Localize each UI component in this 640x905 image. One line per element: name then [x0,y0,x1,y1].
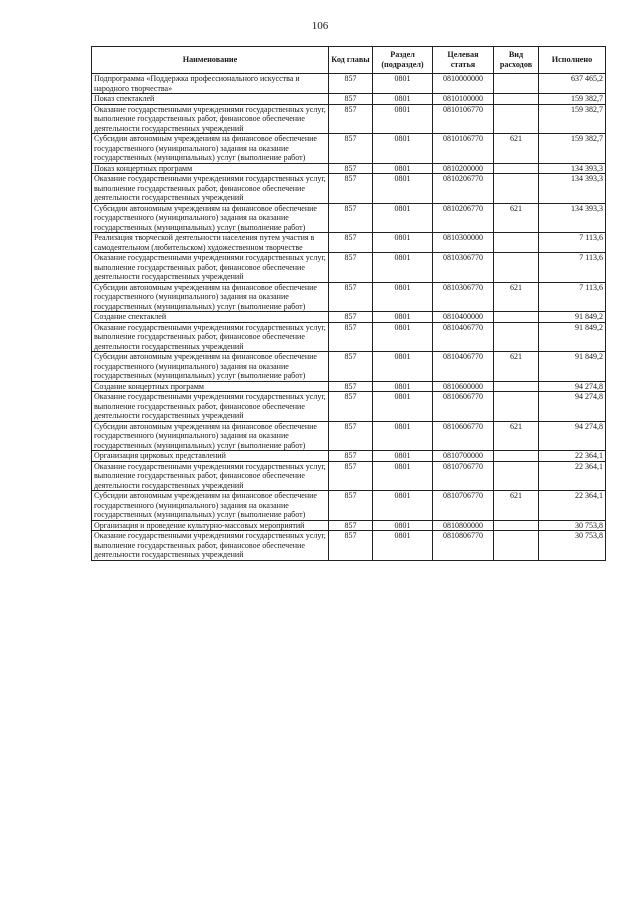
cell-ispolneno: 22 364,1 [539,461,606,491]
cell-ispolneno: 91 849,2 [539,322,606,352]
cell-razdel: 0801 [373,352,433,382]
cell-kod: 857 [329,282,373,312]
cell-vid [494,94,539,105]
table-row [92,392,606,422]
table-row [92,134,606,164]
cell-statya: 0810406770 [433,352,494,382]
cell-razdel: 0801 [373,163,433,174]
header-statya: Целевая статья [433,47,494,74]
cell-name: Показ спектаклей [92,94,329,105]
table-row [92,491,606,521]
cell-razdel: 0801 [373,520,433,531]
cell-kod: 857 [329,94,373,105]
cell-name: Субсидии автономным учреждениям на финансовое обеспечение государственного (муниципального) задания на оказание государственных (муниципальных) услуг (выполнение работ) [92,134,329,164]
cell-name: Оказание государственными учреждениями государственных услуг, выполнение государственных работ, финансовое обеспечение деятельности государственных учреждений [92,461,329,491]
table-row [92,104,606,134]
cell-ispolneno: 134 393,3 [539,203,606,233]
cell-vid: 621 [494,491,539,521]
cell-statya: 0810206770 [433,174,494,204]
cell-vid [494,74,539,94]
cell-ispolneno: 30 753,8 [539,520,606,531]
cell-kod: 857 [329,253,373,283]
table-row [92,451,606,462]
cell-statya: 0810306770 [433,253,494,283]
table-row [92,421,606,451]
table-row [92,381,606,392]
cell-name: Подпрограмма «Поддержка профессионального искусства и народного творчества» [92,74,329,94]
cell-vid [494,253,539,283]
cell-name: Субсидии автономным учреждениям на финансовое обеспечение государственного (муниципального) задания на оказание государственных (муниципальных) услуг (выполнение работ) [92,352,329,382]
cell-kod: 857 [329,74,373,94]
cell-statya: 0810706770 [433,461,494,491]
cell-statya: 0810800000 [433,520,494,531]
cell-ispolneno: 7 113,6 [539,282,606,312]
table-header-row [92,47,606,74]
cell-kod: 857 [329,203,373,233]
cell-name: Создание спектаклей [92,312,329,323]
cell-name: Оказание государственными учреждениями государственных услуг, выполнение государственных работ, финансовое обеспечение деятельности государственных учреждений [92,174,329,204]
cell-statya: 0810106770 [433,104,494,134]
cell-vid [494,531,539,561]
cell-razdel: 0801 [373,233,433,253]
cell-name: Субсидии автономным учреждениям на финансовое обеспечение государственного (муниципального) задания на оказание государственных (муниципальных) услуг (выполнение работ) [92,282,329,312]
table-row [92,233,606,253]
cell-razdel: 0801 [373,134,433,164]
cell-vid: 621 [494,421,539,451]
cell-vid [494,392,539,422]
cell-razdel: 0801 [373,74,433,94]
cell-ispolneno: 7 113,6 [539,233,606,253]
cell-name: Организация цирковых представлений [92,451,329,462]
cell-name: Показ концертных программ [92,163,329,174]
cell-vid [494,104,539,134]
cell-razdel: 0801 [373,381,433,392]
cell-name: Оказание государственными учреждениями государственных услуг, выполнение государственных работ, финансовое обеспечение деятельности государственных учреждений [92,322,329,352]
cell-name: Реализация творческой деятельности населения путем участия в самодеятельном (любительском) художественном творчестве [92,233,329,253]
cell-kod: 857 [329,134,373,164]
cell-name: Субсидии автономным учреждениям на финансовое обеспечение государственного (муниципального) задания на оказание государственных (муниципальных) услуг (выполнение работ) [92,421,329,451]
cell-ispolneno: 134 393,3 [539,163,606,174]
cell-vid [494,312,539,323]
table-row [92,253,606,283]
cell-razdel: 0801 [373,322,433,352]
cell-name: Организация и проведение культурно-массовых мероприятий [92,520,329,531]
cell-ispolneno: 159 382,7 [539,94,606,105]
table-row [92,312,606,323]
cell-statya: 0810000000 [433,74,494,94]
table-row [92,322,606,352]
cell-ispolneno: 134 393,3 [539,174,606,204]
table-row [92,174,606,204]
cell-kod: 857 [329,174,373,204]
table-row [92,531,606,561]
header-name: Наименование [92,47,329,74]
cell-razdel: 0801 [373,531,433,561]
cell-kod: 857 [329,531,373,561]
cell-kod: 857 [329,163,373,174]
cell-kod: 857 [329,392,373,422]
cell-statya: 0810806770 [433,531,494,561]
cell-razdel: 0801 [373,203,433,233]
table-row [92,163,606,174]
cell-razdel: 0801 [373,461,433,491]
cell-kod: 857 [329,233,373,253]
cell-razdel: 0801 [373,451,433,462]
cell-statya: 0810600000 [433,381,494,392]
cell-kod: 857 [329,421,373,451]
cell-ispolneno: 22 364,1 [539,451,606,462]
cell-name: Субсидии автономным учреждениям на финансовое обеспечение государственного (муниципального) задания на оказание государственных (муниципальных) услуг (выполнение работ) [92,491,329,521]
cell-razdel: 0801 [373,282,433,312]
header-vid: Вид расходов [494,47,539,74]
cell-statya: 0810606770 [433,392,494,422]
cell-ispolneno: 159 382,7 [539,134,606,164]
cell-statya: 0810106770 [433,134,494,164]
table-row [92,203,606,233]
cell-vid: 621 [494,203,539,233]
cell-statya: 0810100000 [433,94,494,105]
cell-ispolneno: 94 274,8 [539,392,606,422]
cell-name: Оказание государственными учреждениями государственных услуг, выполнение государственных работ, финансовое обеспечение деятельности государственных учреждений [92,104,329,134]
cell-vid: 621 [494,282,539,312]
page-number: 106 [311,20,329,32]
cell-ispolneno: 7 113,6 [539,253,606,283]
header-kod: Код главы [329,47,373,74]
table-row [92,94,606,105]
cell-razdel: 0801 [373,392,433,422]
cell-statya: 0810300000 [433,233,494,253]
cell-vid [494,174,539,204]
cell-razdel: 0801 [373,491,433,521]
cell-name: Создание концертных программ [92,381,329,392]
cell-statya: 0810406770 [433,322,494,352]
cell-vid [494,163,539,174]
table-row [92,520,606,531]
cell-vid [494,233,539,253]
table-row [92,282,606,312]
cell-vid [494,322,539,352]
cell-kod: 857 [329,520,373,531]
cell-ispolneno: 94 274,8 [539,421,606,451]
header-ispolneno: Исполнено [539,47,606,74]
cell-kod: 857 [329,312,373,323]
cell-razdel: 0801 [373,421,433,451]
cell-razdel: 0801 [373,312,433,323]
cell-kod: 857 [329,381,373,392]
table-row [92,461,606,491]
cell-ispolneno: 91 849,2 [539,352,606,382]
cell-razdel: 0801 [373,94,433,105]
budget-execution-table [91,46,606,561]
table-row [92,352,606,382]
cell-vid: 621 [494,352,539,382]
cell-name: Оказание государственными учреждениями государственных услуг, выполнение государственных работ, финансовое обеспечение деятельности государственных учреждений [92,531,329,561]
cell-ispolneno: 94 274,8 [539,381,606,392]
cell-kod: 857 [329,322,373,352]
cell-statya: 0810400000 [433,312,494,323]
table-body [92,74,606,561]
header-razdel: Раздел (подраздел) [373,47,433,74]
cell-statya: 0810606770 [433,421,494,451]
cell-vid [494,451,539,462]
cell-kod: 857 [329,352,373,382]
cell-name: Оказание государственными учреждениями государственных услуг, выполнение государственных работ, финансовое обеспечение деятельности государственных учреждений [92,253,329,283]
cell-razdel: 0801 [373,253,433,283]
cell-statya: 0810206770 [433,203,494,233]
cell-statya: 0810706770 [433,491,494,521]
cell-kod: 857 [329,451,373,462]
cell-razdel: 0801 [373,104,433,134]
cell-vid [494,381,539,392]
cell-vid [494,461,539,491]
cell-razdel: 0801 [373,174,433,204]
cell-vid [494,520,539,531]
cell-ispolneno: 159 382,7 [539,104,606,134]
cell-vid: 621 [494,134,539,164]
cell-kod: 857 [329,491,373,521]
cell-name: Оказание государственными учреждениями государственных услуг, выполнение государственных работ, финансовое обеспечение деятельности государственных учреждений [92,392,329,422]
cell-statya: 0810306770 [433,282,494,312]
table-row [92,74,606,94]
cell-name: Субсидии автономным учреждениям на финансовое обеспечение государственного (муниципального) задания на оказание государственных (муниципальных) услуг (выполнение работ) [92,203,329,233]
cell-statya: 0810700000 [433,451,494,462]
cell-kod: 857 [329,104,373,134]
cell-ispolneno: 30 753,8 [539,531,606,561]
cell-ispolneno: 91 849,2 [539,312,606,323]
cell-kod: 857 [329,461,373,491]
cell-statya: 0810200000 [433,163,494,174]
cell-ispolneno: 22 364,1 [539,491,606,521]
cell-ispolneno: 637 465,2 [539,74,606,94]
